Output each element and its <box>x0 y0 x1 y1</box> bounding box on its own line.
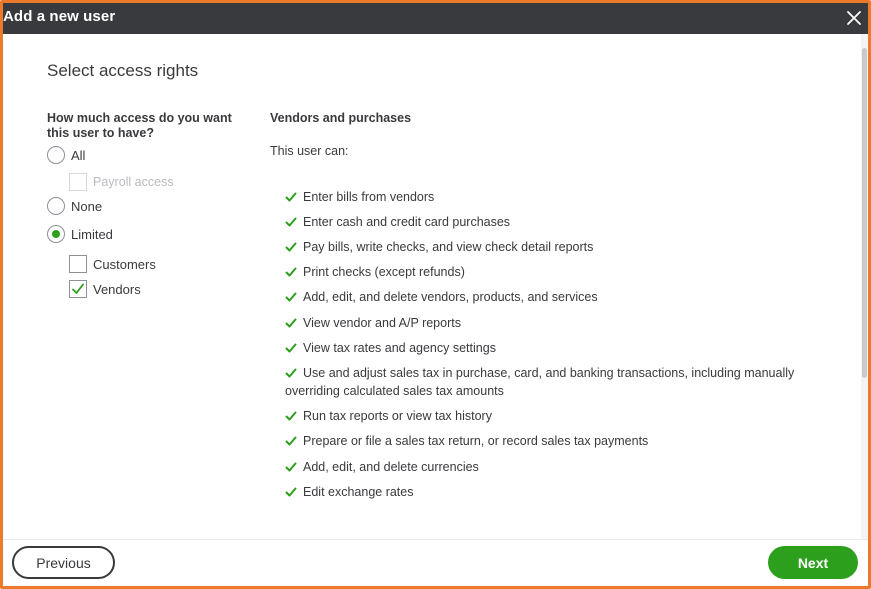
access-question: How much access do you want this user to have? <box>47 111 232 140</box>
permission-item <box>285 458 825 476</box>
check-icon <box>285 342 297 354</box>
permission-text: View tax rates and agency settings <box>303 341 496 355</box>
permission-text: Print checks (except refunds) <box>303 265 465 279</box>
dialog-title: Add a new user <box>3 8 116 25</box>
radio-option-none[interactable] <box>47 197 102 215</box>
permission-item <box>285 288 825 306</box>
previous-button[interactable]: Previous <box>12 546 115 579</box>
permission-text: Pay bills, write checks, and view check detail reports <box>303 240 594 254</box>
permission-text: Prepare or file a sales tax return, or record sales tax payments <box>303 434 649 448</box>
permission-item <box>285 238 825 256</box>
permission-text: Enter bills from vendors <box>303 190 435 204</box>
permission-item <box>285 483 825 501</box>
permissions-intro: This user can: <box>270 144 349 158</box>
permission-item <box>285 407 825 425</box>
checkbox-option-customers[interactable] <box>69 255 156 273</box>
dialog-footer <box>3 539 868 589</box>
radio-all[interactable] <box>47 146 65 164</box>
permission-item <box>285 314 825 332</box>
checkmark-icon <box>71 282 85 296</box>
permission-item <box>285 263 825 281</box>
radio-option-all[interactable] <box>47 146 85 164</box>
next-button[interactable]: Next <box>768 546 858 579</box>
permission-item <box>285 339 825 357</box>
scrollbar-thumb[interactable] <box>862 48 867 378</box>
check-icon <box>285 216 297 228</box>
check-icon <box>285 266 297 278</box>
permissions-heading: Vendors and purchases <box>270 111 412 125</box>
permission-text: Use and adjust sales tax in purchase, card, and banking transactions, including manually overriding calculated sales tax amounts <box>285 366 795 398</box>
radio-limited-label: Limited <box>71 226 113 242</box>
checkbox-customers[interactable] <box>69 255 87 273</box>
check-icon <box>285 191 297 203</box>
check-icon <box>285 486 297 498</box>
check-icon <box>285 317 297 329</box>
radio-none-label: None <box>71 198 103 214</box>
check-icon <box>285 367 297 379</box>
dialog-content <box>3 34 861 539</box>
permission-text: Edit exchange rates <box>303 485 414 499</box>
radio-option-limited[interactable] <box>47 225 113 243</box>
radio-none[interactable] <box>47 197 65 215</box>
radio-all-label: All <box>71 147 86 163</box>
checkbox-option-vendors[interactable] <box>69 280 141 298</box>
checkbox-option-payroll <box>69 173 174 191</box>
permission-text: Enter cash and credit card purchases <box>303 215 511 229</box>
checkbox-vendors-label: Vendors <box>93 281 141 297</box>
checkbox-vendors[interactable] <box>69 280 87 298</box>
checkbox-customers-label: Customers <box>93 256 156 272</box>
permission-text: Run tax reports or view tax history <box>303 409 492 423</box>
checkbox-payroll-label: Payroll access <box>93 175 174 189</box>
check-icon <box>285 461 297 473</box>
check-icon <box>285 241 297 253</box>
permission-item <box>285 432 825 450</box>
check-icon <box>285 410 297 422</box>
permission-item <box>285 213 825 231</box>
check-icon <box>285 291 297 303</box>
checkbox-payroll <box>69 173 87 191</box>
dialog-titlebar <box>3 3 868 34</box>
check-icon <box>285 435 297 447</box>
content-scrollbar[interactable] <box>861 34 868 539</box>
section-title: Select access rights <box>47 61 199 80</box>
permission-text: Add, edit, and delete vendors, products, and services <box>303 290 598 304</box>
permission-item <box>285 188 825 206</box>
radio-limited[interactable] <box>47 225 65 243</box>
permission-text: View vendor and A/P reports <box>303 316 461 330</box>
close-icon[interactable] <box>844 8 864 28</box>
permission-item <box>285 364 825 400</box>
permission-text: Add, edit, and delete currencies <box>303 460 479 474</box>
